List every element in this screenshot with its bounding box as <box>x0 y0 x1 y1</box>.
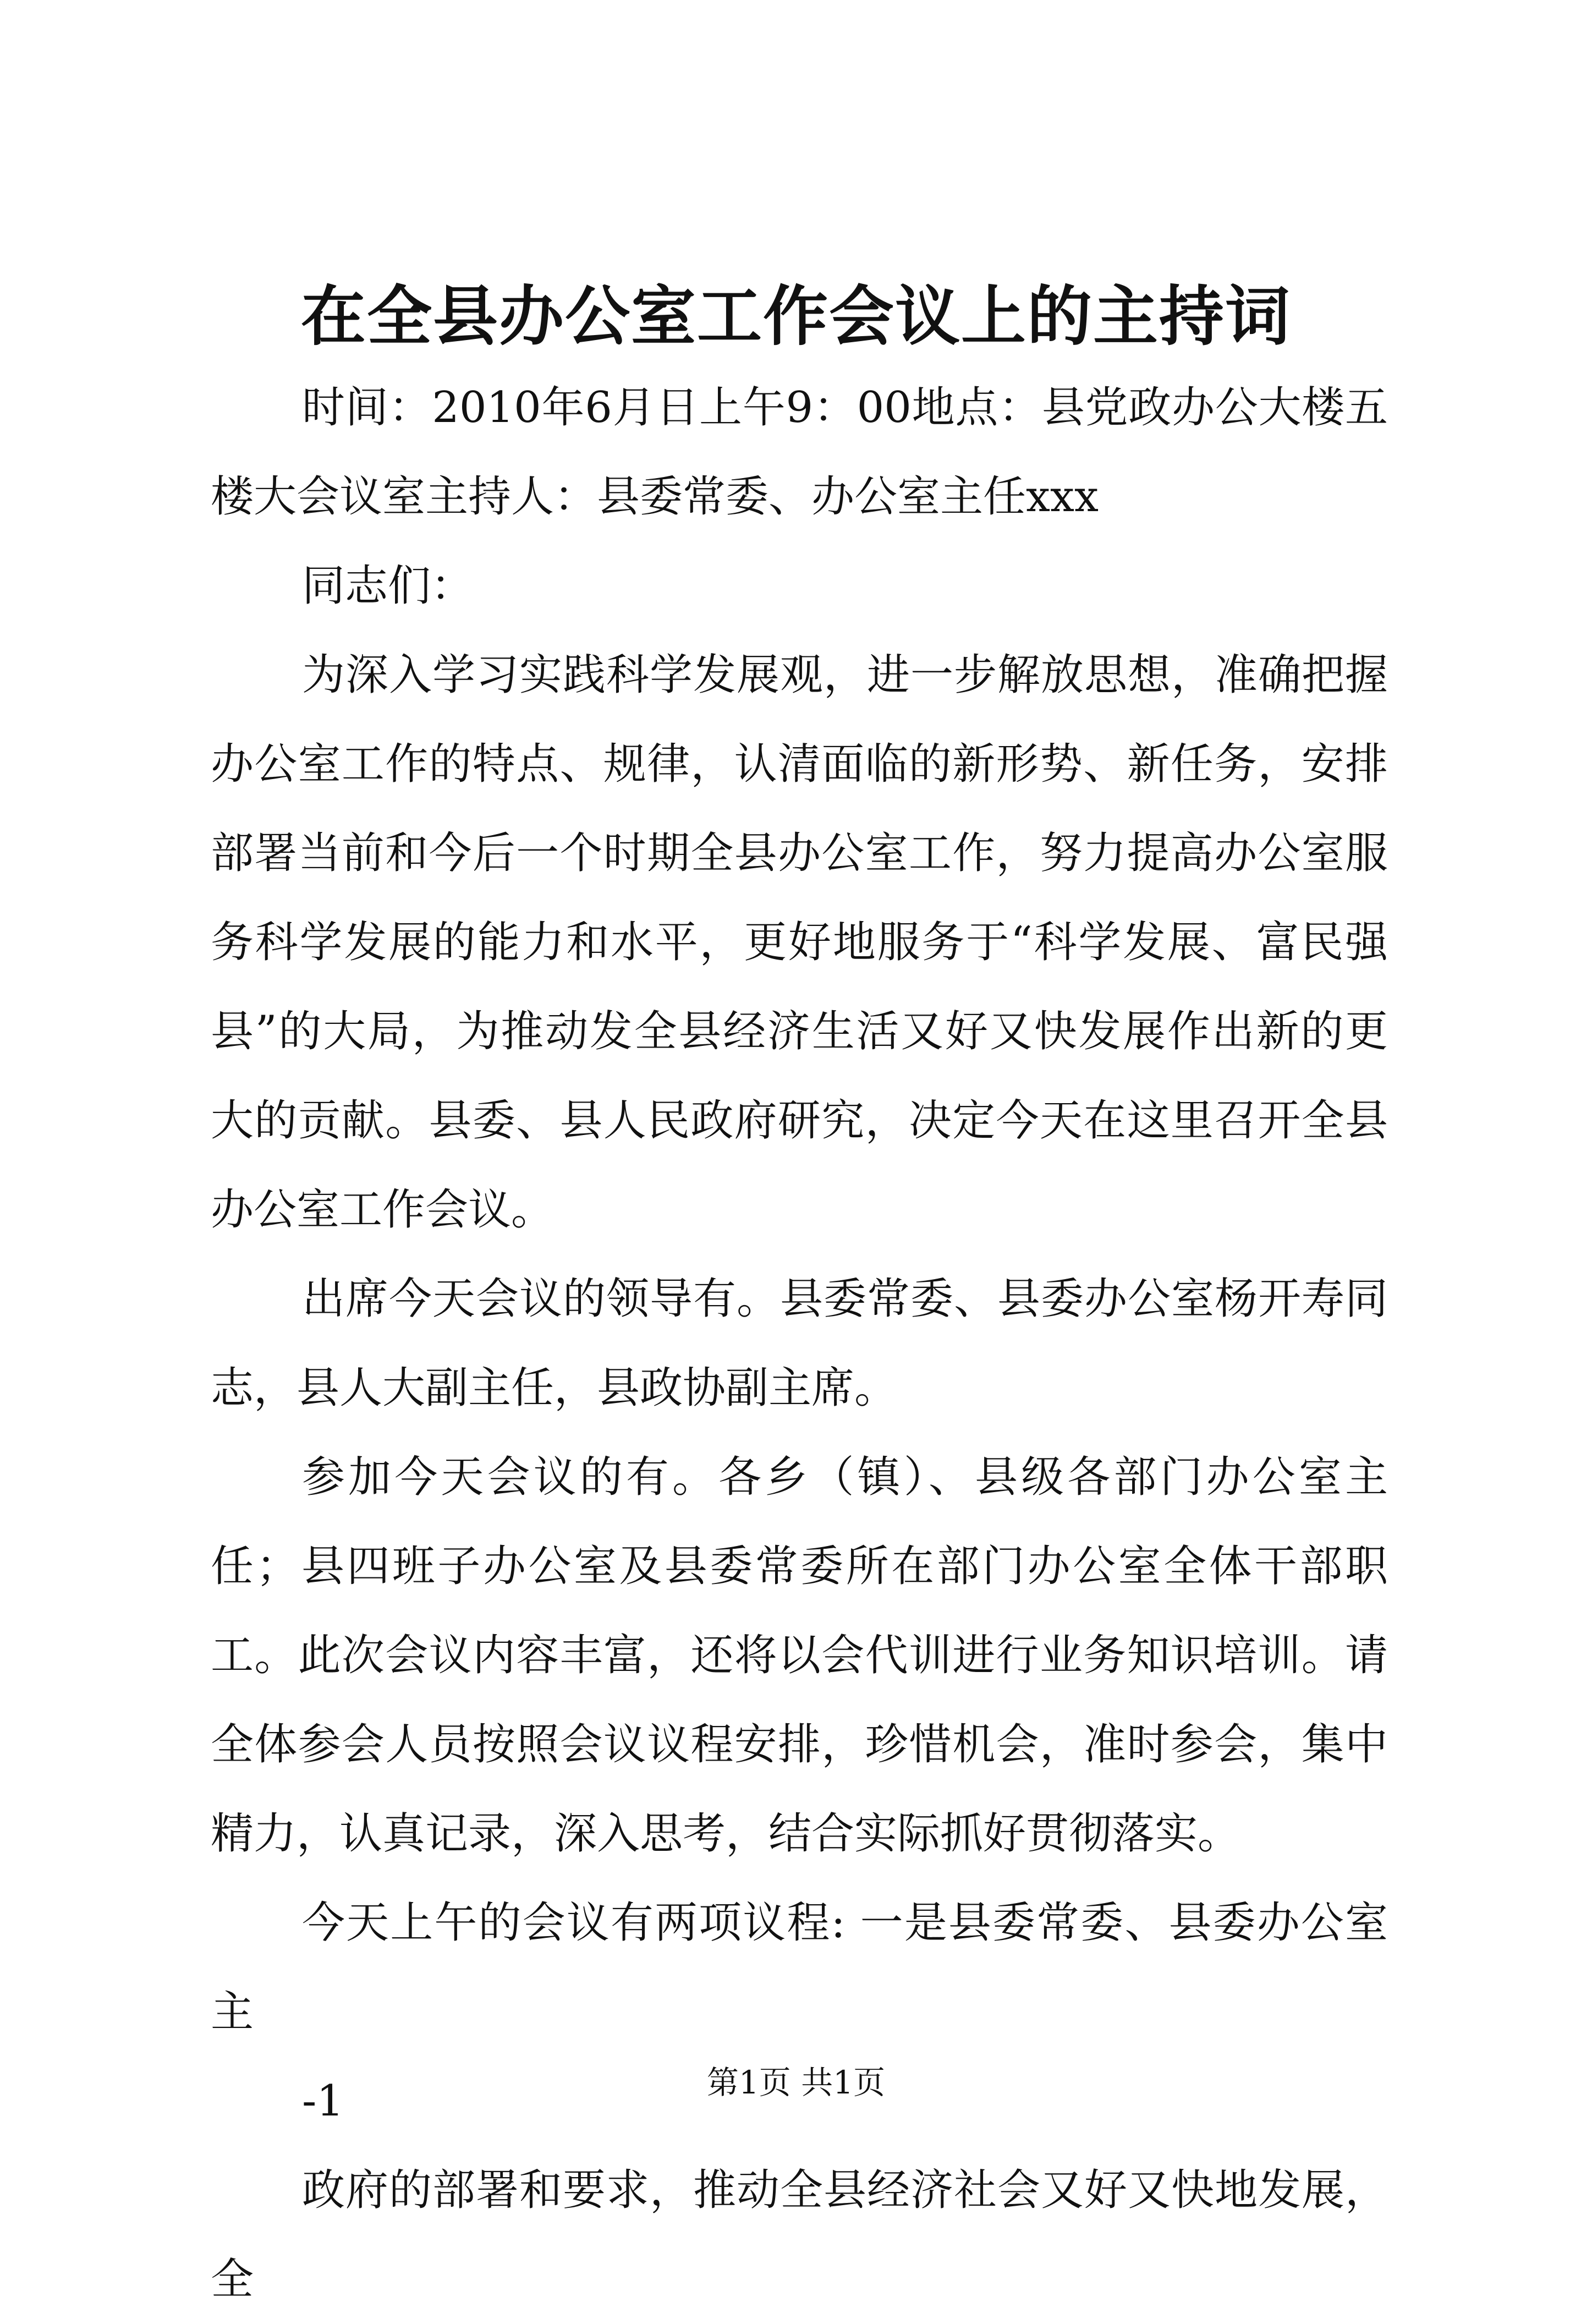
participants-paragraph: 参加今天会议的有。各乡（镇）、县级各部门办公室主任；县四班子办公室及县委常委所在部门办公室全体干部职工。此次会议内容丰富，还将以会代训进行业务知识培训。请全体参会人员按照会议议程安排，珍惜机会，准时参会，集中精力，认真记录，深入思考，结合实际抓好贯彻落实。 <box>211 1452 1388 1859</box>
continuation-paragraph: 政府的部署和要求，推动全县经济社会又好又快地发展，全 <box>211 2166 1388 2304</box>
meeting-info-paragraph: 时间：2010年6月日上午9：00地点：县党政办公大楼五楼大会议室主持人：县委常委、办公室主任xxx <box>211 383 1388 522</box>
page-break-marker: -1 <box>302 2076 344 2126</box>
purpose-paragraph: 为深入学习实践科学发展观，进一步解放思想，准确把握办公室工作的特点、规律，认清面临的新形势、新任务，安排部署当前和今后一个时期全县办公室工作，努力提高办公室服务科学发展的能力和水平，更好地服务于“科学发展、富民强县”的大局，为推动发全县经济生活又好又快发展作出新的更大的贡献。县委、县人民政府研究，决定今天在这里召开全县办公室工作会议。 <box>211 650 1388 1235</box>
attending-leaders-paragraph: 出席今天会议的领导有。县委常委、县委办公室杨开寿同志，县人大副主任，县政协副主席。 <box>211 1274 1388 1413</box>
page-footer: 第1页 共1页 <box>706 2064 886 2101</box>
document-title: 在全县办公室工作会议上的主持词 <box>300 278 1291 354</box>
salutation-paragraph: 同志们： <box>302 561 474 611</box>
document-body <box>211 363 1388 2324</box>
agenda-paragraph: 今天上午的会议有两项议程: 一是县委常委、县委办公室主 <box>211 1898 1388 2037</box>
